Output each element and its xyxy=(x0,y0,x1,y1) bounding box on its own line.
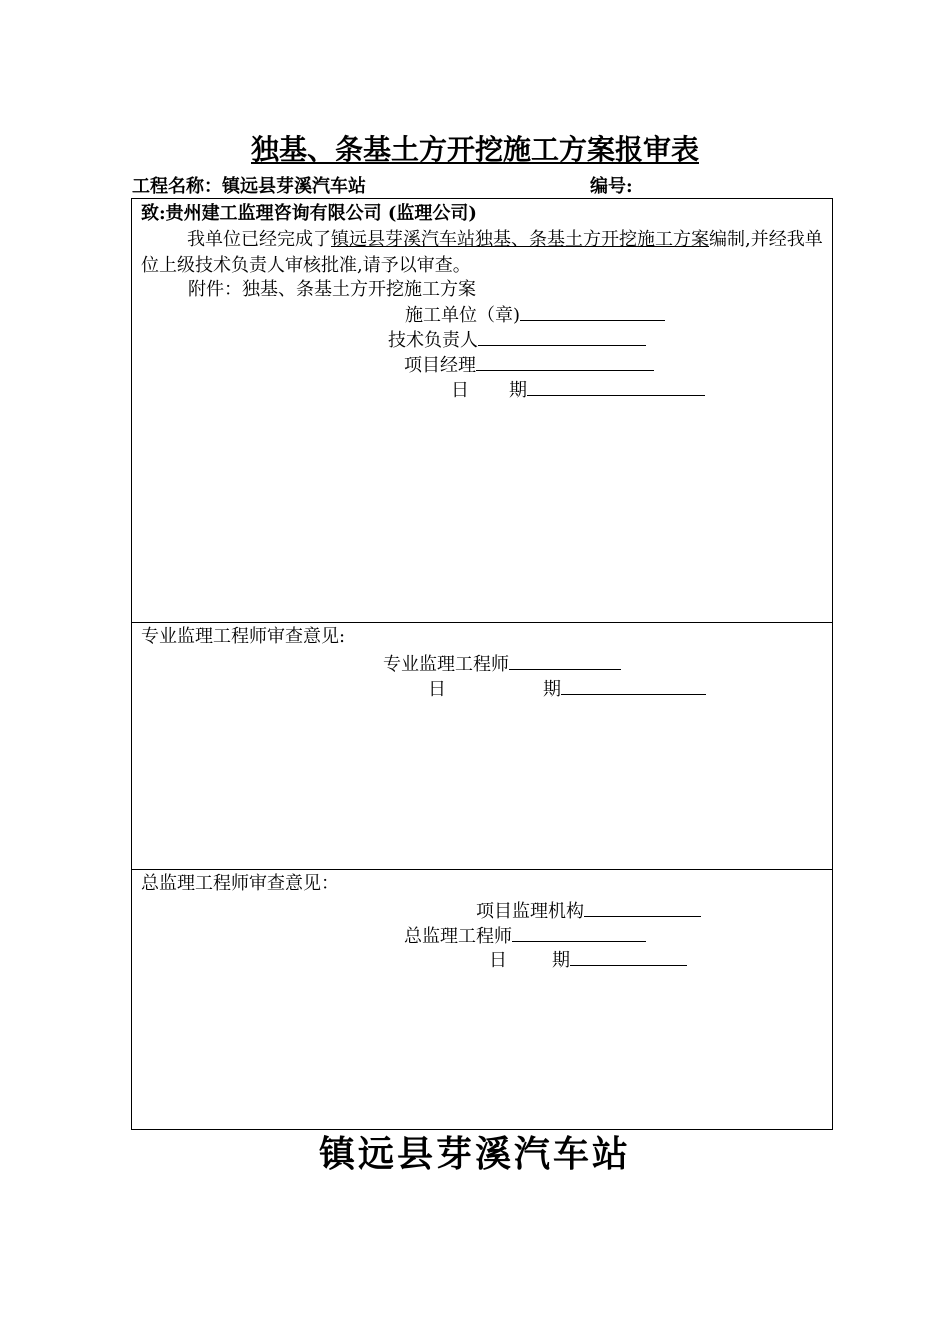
tech-lead-signature-blank xyxy=(478,326,646,346)
chief-signature-blank xyxy=(512,922,646,942)
supervision-org-row xyxy=(476,897,701,924)
date-char: 日 xyxy=(451,380,469,401)
submission-section xyxy=(132,199,832,623)
chief-review-heading: 总监理工程师审查意见： xyxy=(141,873,339,894)
contractor-signature-row xyxy=(405,301,665,328)
specialist-review-heading: 专业监理工程师审查意见: xyxy=(141,626,346,647)
date-row-2 xyxy=(428,675,706,702)
pm-signature-row xyxy=(404,351,654,378)
contractor-label: 施工单位（章) xyxy=(405,305,521,326)
pm-signature-blank xyxy=(476,351,654,371)
submission-paragraph xyxy=(141,227,826,279)
specialist-review-section xyxy=(132,623,832,870)
date-char: 期 xyxy=(552,950,570,971)
review-form-table xyxy=(131,198,833,1130)
date-char: 日 xyxy=(489,950,507,971)
body-plan-name: 镇远县芽溪汽车站独基、条基土方开挖施工方案 xyxy=(331,229,709,250)
supervision-org-blank xyxy=(584,897,701,917)
supervision-org-label: 项目监理机构 xyxy=(476,901,584,922)
date-blank xyxy=(570,946,687,966)
chief-signature-row xyxy=(404,922,646,949)
date-row-3 xyxy=(489,946,687,973)
tech-lead-label: 技术负责人 xyxy=(388,330,478,351)
attachment-line: 附件：独基、条基土方开挖施工方案 xyxy=(188,279,476,300)
project-name: 工程名称：镇远县芽溪汽车站 xyxy=(132,176,366,197)
chief-review-section xyxy=(132,870,832,1129)
form-title: 独基、条基土方开挖施工方案报审表 xyxy=(250,133,699,166)
document-number-label: 编号: xyxy=(590,176,633,197)
specialist-signature-blank xyxy=(509,650,621,670)
date-char: 日 xyxy=(428,679,446,700)
date-char: 期 xyxy=(509,380,527,401)
company-footer: 镇远县芽溪汽车站 xyxy=(318,1133,631,1175)
date-char: 期 xyxy=(543,679,561,700)
body-suffix: 编制,并经我单位上级技术负责人审核批准,请予以审查。 xyxy=(141,229,823,276)
date-blank xyxy=(527,376,705,396)
pm-label: 项目经理 xyxy=(404,355,476,376)
tech-lead-signature-row xyxy=(388,326,646,353)
specialist-signature-row xyxy=(383,650,621,677)
date-blank xyxy=(561,675,706,695)
contractor-signature-blank xyxy=(520,301,665,321)
body-prefix: 我单位已经完成了 xyxy=(187,229,331,250)
chief-label: 总监理工程师 xyxy=(404,926,512,947)
meta-row xyxy=(132,176,832,198)
addressee: 致:贵州建工监理咨询有限公司 (监理公司) xyxy=(141,203,477,224)
specialist-label: 专业监理工程师 xyxy=(383,654,509,675)
date-row-1 xyxy=(451,376,705,403)
